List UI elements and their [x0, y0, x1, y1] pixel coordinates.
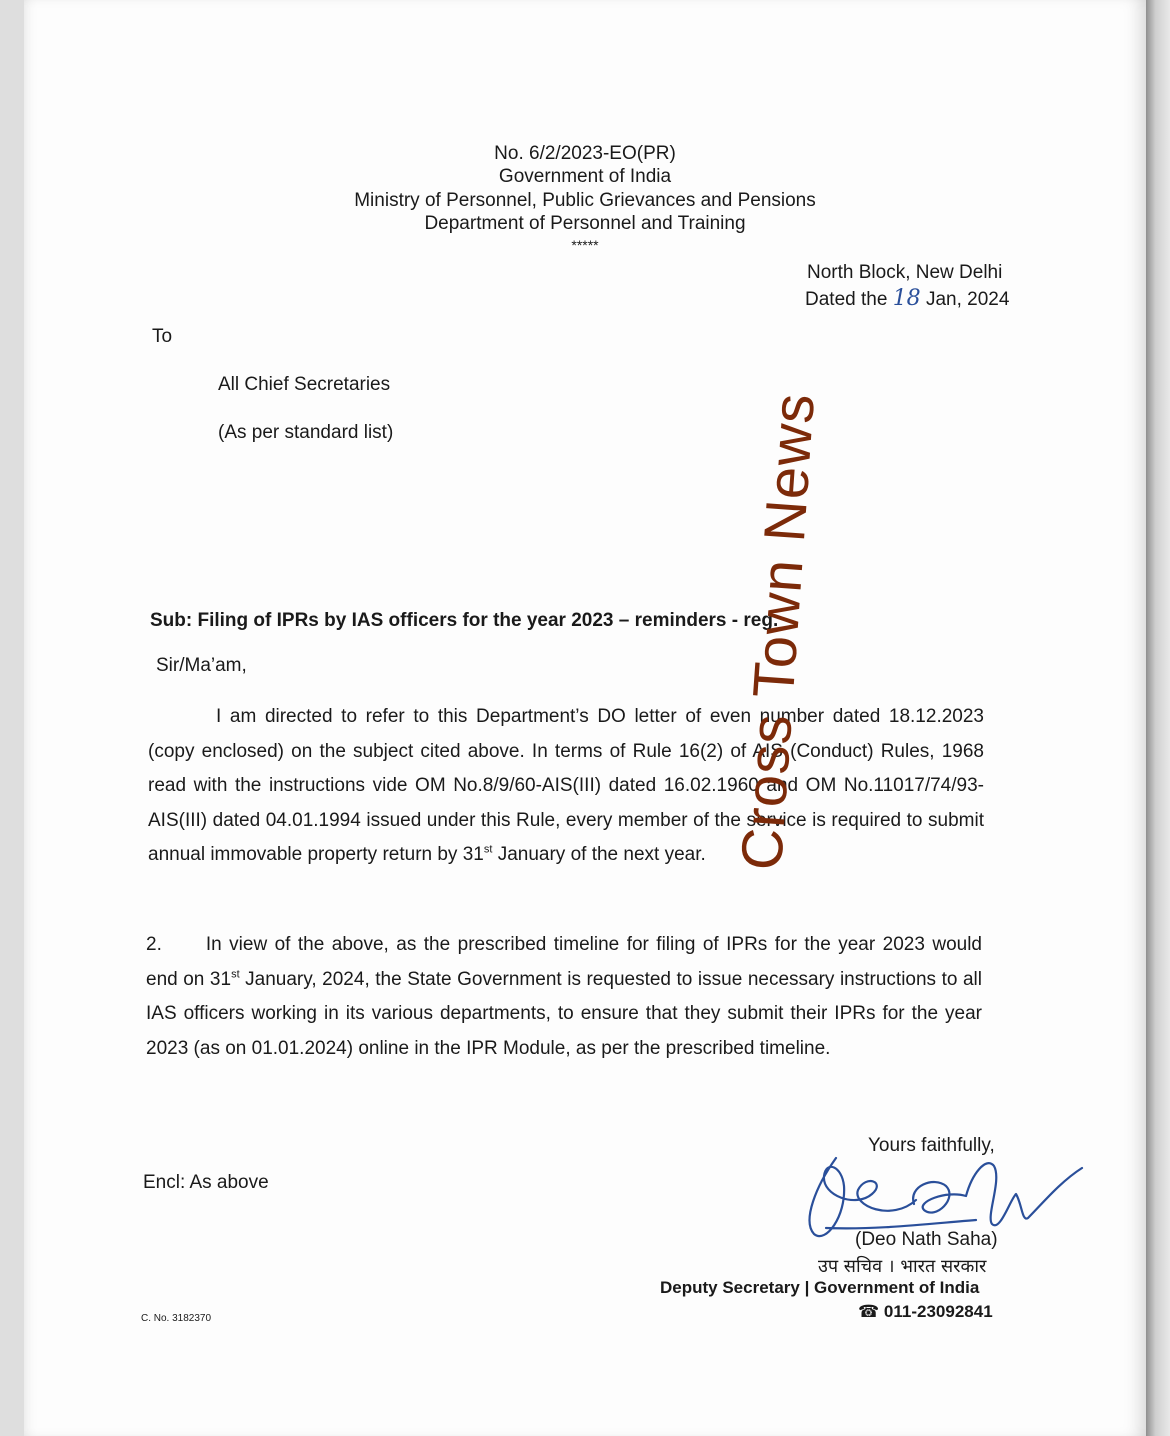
paragraph-2	[146, 928, 982, 1066]
paragraph-2-tail: January, 2024, the State Government is requested to issue necessary instructions to all IAS officers working in its various departments, to ensure that they submit their IPRs for the year 2023 (as on 01.01.2024) online in the IPR Module, as per the prescribed timeline.	[146, 968, 982, 1059]
date-prefix: Dated the	[805, 289, 888, 310]
signatory-hindi-designation: उप सचिव । भारत सरकार	[818, 1256, 987, 1277]
page-edge-shadow	[1146, 0, 1170, 1436]
ordinal-suffix: st	[483, 843, 493, 856]
watermark-text: Cross Town News	[728, 390, 828, 873]
ordinal-suffix: st	[231, 968, 240, 981]
date-rest: Jan, 2024	[925, 289, 1010, 310]
addressee-line-2: (As per standard list)	[218, 422, 394, 443]
department-line: Department of Personnel and Training	[424, 213, 746, 234]
phone-icon: ☎	[858, 1302, 880, 1321]
paragraph-1	[148, 700, 984, 873]
handwritten-day: 18	[892, 286, 921, 311]
signatory-name: (Deo Nath Saha)	[855, 1229, 998, 1250]
to-label: To	[152, 326, 173, 347]
paragraph-2-number: 2.	[146, 934, 162, 955]
place-line: North Block, New Delhi	[807, 262, 1003, 283]
enclosure-line: Encl: As above	[143, 1172, 269, 1193]
control-number: C. No. 3182370	[141, 1313, 212, 1324]
signatory-designation: Deputy Secretary | Government of India	[660, 1278, 980, 1297]
paragraph-1-text: I am directed to refer to this Department’s DO letter of even number dated 18.12.2023 (copy enclosed) on the subject cited above. In terms of Rule 16(2) of AIS (Conduct) Rules, 1968 read with the instructions vide OM No.8/9/60-AIS(III) dated 16.02.1960 and OM No.11017/74/93-AIS(III) dated 04.01.1994 issued under this Rule, every member of the service is required to submit annual immovable property return by 31	[148, 706, 984, 865]
ministry-line: Ministry of Personnel, Public Grievances and Pensions	[354, 190, 816, 211]
closing-line: Yours faithfully,	[868, 1135, 995, 1156]
header-stars: *****	[571, 237, 599, 253]
signatory-phone: 011-23092841	[883, 1302, 993, 1321]
salutation: Sir/Ma’am,	[156, 655, 247, 676]
date-line	[805, 286, 1009, 311]
file-number: No. 6/2/2023-EO(PR)	[494, 143, 676, 164]
subject-line: Sub: Filing of IPRs by IAS officers for the year 2023 – reminders - reg.	[150, 610, 779, 631]
paragraph-2-text: In view of the above, as the prescribed timeline for filing of IPRs for the year 2023 would end on 31	[146, 934, 982, 990]
addressee-line-1: All Chief Secretaries	[218, 374, 391, 395]
paragraph-1-tail: January of the next year.	[492, 844, 706, 865]
signatory-phone-line	[858, 1302, 993, 1322]
government-line: Government of India	[498, 166, 672, 187]
